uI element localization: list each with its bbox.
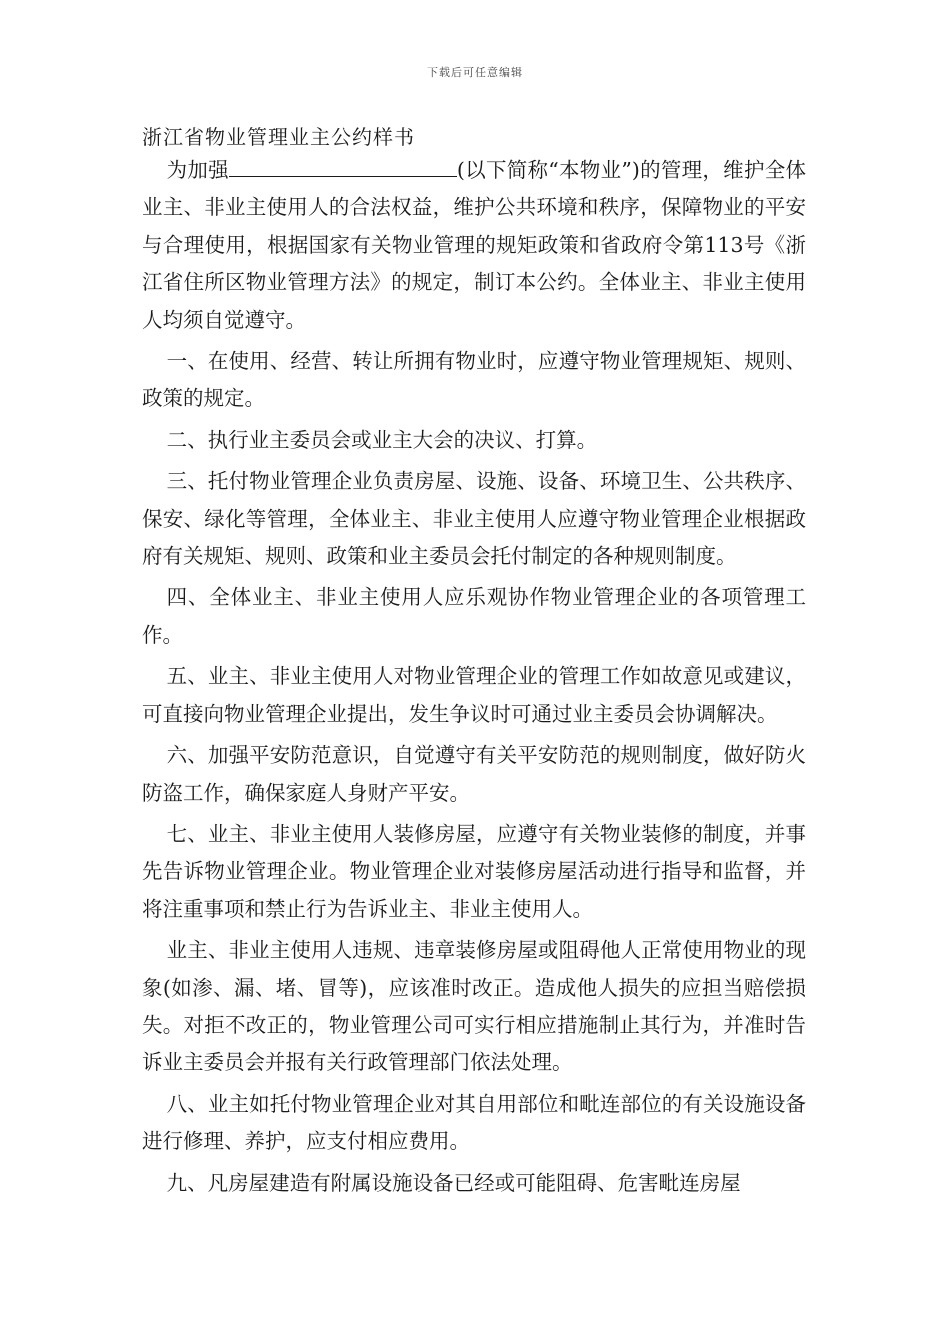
clause-paragraph: 八、业主如托付物业管理企业对其自用部位和毗连部位的有关设施设备进行修理、养护，应支付相应费用。 bbox=[142, 1091, 806, 1154]
header-note: 下载后可任意编辑 bbox=[427, 66, 523, 79]
intro-text-start: 为加强 bbox=[166, 158, 229, 182]
clause-paragraph: 九、凡房屋建造有附属设施设备已经或可能阻碍、危害毗连房屋 bbox=[166, 1170, 741, 1195]
clause-paragraph: 七、业主、非业主使用人装修房屋，应遵守有关物业装修的制度，并事先告诉物业管理企业。物业管理企业对装修房屋活动进行指导和监督，并将注重事项和禁止行为告诉业主、非业主使用人。 bbox=[142, 821, 806, 921]
fill-in-blank bbox=[229, 175, 457, 177]
clause-paragraph: 业主、非业主使用人违规、违章装修房屋或阻碍他人正常使用物业的现象(如渗、漏、堵、冒等)，应该准时改正。造成他人损失的应担当赔偿损失。对拒不改正的，物业管理公司可实行相应措施制止其行为，并准时告诉业主委员会并报有关行政管理部门依法处理。 bbox=[142, 938, 806, 1075]
clause-paragraph: 三、托付物业管理企业负责房屋、设施、设备、环境卫生、公共秩序、保安、绿化等管理，全体业主、非业主使用人应遵守物业管理企业根据政府有关规矩、规则、政策和业主委员会托付制定的各种规则制度。 bbox=[142, 469, 806, 569]
intro-text-rest: (以下简称“本物业”)的管理，维护全体业主、非业主使用人的合法权益，维护公共环境和秩序，保障物业的平安与合理使用，根据国家有关物业管理的规矩政策和省政府令第113号《浙江省住所区物业管理方法》的规定，制订本公约。全体业主、非业主使用人均须自觉遵守。 bbox=[142, 158, 806, 332]
clause-paragraph: 一、在使用、经营、转让所拥有物业时，应遵守物业管理规矩、规则、政策的规定。 bbox=[142, 349, 806, 411]
document-title: 浙江省物业管理业主公约样书 bbox=[142, 125, 415, 149]
document-body bbox=[142, 152, 806, 1206]
intro-paragraph bbox=[142, 152, 806, 339]
clause-paragraph: 四、全体业主、非业主使用人应乐观协作物业管理企业的各项管理工作。 bbox=[142, 585, 806, 647]
clause-paragraph: 五、业主、非业主使用人对物业管理企业的管理工作如故意见或建议，可直接向物业管理企业提出，发生争议时可通过业主委员会协调解决。 bbox=[142, 664, 806, 726]
clause-paragraph: 二、执行业主委员会或业主大会的决议、打算。 bbox=[166, 427, 598, 452]
clause-paragraph: 六、加强平安防范意识，自觉遵守有关平安防范的规则制度，做好防火防盗工作，确保家庭人身财产平安。 bbox=[142, 743, 806, 805]
